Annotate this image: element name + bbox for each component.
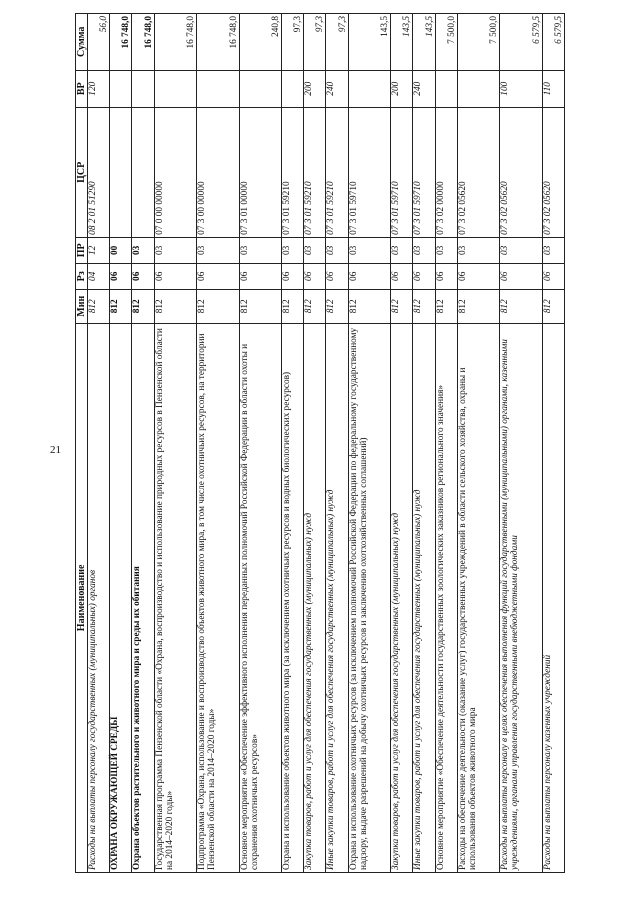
cell-csr: 07 3 02 05620 bbox=[542, 107, 564, 237]
cell-name: Иные закупки товаров, работ и услуг для обеспечения государственных (муниципальных) нужд bbox=[413, 323, 435, 872]
cell-vr bbox=[154, 70, 196, 107]
cell-rz: 06 bbox=[435, 263, 457, 289]
cell-name: Расходы на выплаты персоналу казенных учреждений bbox=[542, 323, 564, 872]
cell-min: 812 bbox=[326, 289, 348, 323]
table-header-row bbox=[76, 14, 88, 873]
cell-rz: 06 bbox=[239, 263, 281, 289]
cell-min: 812 bbox=[132, 289, 154, 323]
cell-rz: 06 bbox=[304, 263, 326, 289]
cell-csr: 08 2 01 51290 bbox=[88, 107, 110, 237]
cell-min: 812 bbox=[500, 289, 542, 323]
header-min: Мин bbox=[76, 289, 88, 323]
table-row bbox=[435, 14, 457, 873]
cell-vr: 100 bbox=[500, 70, 542, 107]
cell-vr: 240 bbox=[413, 70, 435, 107]
cell-min: 812 bbox=[88, 289, 110, 323]
table-body bbox=[88, 14, 565, 873]
cell-rz: 06 bbox=[542, 263, 564, 289]
table-row bbox=[88, 14, 110, 873]
cell-pr: 03 bbox=[239, 237, 281, 263]
cell-pr: 00 bbox=[110, 237, 132, 263]
table-row bbox=[457, 14, 499, 873]
cell-csr: 07 3 01 59710 bbox=[413, 107, 435, 237]
cell-sum: 6 579,5 bbox=[500, 14, 542, 71]
cell-vr bbox=[239, 70, 281, 107]
header-rz: Рз bbox=[76, 263, 88, 289]
cell-vr bbox=[281, 70, 303, 107]
cell-pr: 03 bbox=[348, 237, 390, 263]
cell-min: 812 bbox=[391, 289, 413, 323]
cell-name: Закупка товаров, работ и услуг для обеспечения государственных (муниципальных) нужд bbox=[304, 323, 326, 872]
cell-pr: 03 bbox=[435, 237, 457, 263]
cell-vr bbox=[110, 70, 132, 107]
table-row bbox=[132, 14, 154, 873]
cell-name: Охрана и использование объектов животного мира (за исключением охотничьих ресурсов и водных биологических ресурсов) bbox=[281, 323, 303, 872]
table-row bbox=[348, 14, 390, 873]
table-row bbox=[413, 14, 435, 873]
cell-vr: 200 bbox=[304, 70, 326, 107]
cell-vr: 200 bbox=[391, 70, 413, 107]
cell-sum: 16 748,0 bbox=[197, 14, 239, 71]
cell-sum: 6 579,5 bbox=[542, 14, 564, 71]
cell-name: Расходы на выплаты персоналу в целях обеспечения выполнения функций государственными (муниципальными) органами, казенными учреждениями, органами управления государственными внебюджетными фондами bbox=[500, 323, 542, 872]
table-row bbox=[542, 14, 564, 873]
cell-vr bbox=[348, 70, 390, 107]
cell-sum: 97,3 bbox=[304, 14, 326, 71]
table-row bbox=[326, 14, 348, 873]
cell-sum: 97,3 bbox=[326, 14, 348, 71]
cell-pr: 03 bbox=[154, 237, 196, 263]
header-vr: ВР bbox=[76, 70, 88, 107]
header-csr: ЦСР bbox=[76, 107, 88, 237]
cell-pr: 03 bbox=[391, 237, 413, 263]
table-row bbox=[304, 14, 326, 873]
cell-csr: 07 3 02 05620 bbox=[500, 107, 542, 237]
cell-name: Расходы на обеспечение деятельности (оказание услуг) государственных учреждений в области сельского хозяйства, охраны и использования объектов животного мира bbox=[457, 323, 499, 872]
cell-name: Охрана и использование охотничьих ресурсов (за исключением полномочий Российской Федерации по федеральному государственному надзору, выдаче разрешений на добычу охотничьих ресурсов и заключению охотхозяйственных соглашений) bbox=[348, 323, 390, 872]
header-sum: Сумма bbox=[76, 14, 88, 71]
cell-min: 812 bbox=[197, 289, 239, 323]
cell-rz: 06 bbox=[132, 263, 154, 289]
cell-rz: 06 bbox=[154, 263, 196, 289]
table-row bbox=[281, 14, 303, 873]
cell-sum: 16 748,0 bbox=[154, 14, 196, 71]
cell-csr: 07 3 01 59210 bbox=[304, 107, 326, 237]
cell-name: Основное мероприятие «Обеспечение деятельности государственных зоологических заказников регионального значения» bbox=[435, 323, 457, 872]
cell-name: ОХРАНА ОКРУЖАЮЩЕЙ СРЕДЫ bbox=[110, 323, 132, 872]
table-row bbox=[197, 14, 239, 873]
cell-min: 812 bbox=[154, 289, 196, 323]
cell-min: 812 bbox=[281, 289, 303, 323]
cell-name: Расходы на выплаты персоналу государственных (муниципальных) органов bbox=[88, 323, 110, 872]
cell-csr: 07 0 00 00000 bbox=[154, 107, 196, 237]
table-row bbox=[391, 14, 413, 873]
cell-sum: 16 748,0 bbox=[110, 14, 132, 71]
cell-csr: 07 3 01 00000 bbox=[239, 107, 281, 237]
header-name: Наименование bbox=[76, 323, 88, 872]
cell-vr bbox=[132, 70, 154, 107]
cell-vr: 120 bbox=[88, 70, 110, 107]
cell-min: 812 bbox=[542, 289, 564, 323]
cell-pr: 03 bbox=[457, 237, 499, 263]
cell-vr: 240 bbox=[326, 70, 348, 107]
cell-name: Подпрограмма «Охрана, использование и воспроизводство объектов животного мира, в том числе охотничьих ресурсов, на территории Пензенской области на 2014–2020 годы» bbox=[197, 323, 239, 872]
cell-csr: 07 3 01 59210 bbox=[326, 107, 348, 237]
cell-vr bbox=[457, 70, 499, 107]
cell-csr: 07 3 01 59710 bbox=[348, 107, 390, 237]
cell-sum: 240,8 bbox=[239, 14, 281, 71]
cell-min: 812 bbox=[435, 289, 457, 323]
cell-name: Основное мероприятие «Обеспечение эффективного исполнения переданных полномочий Российской Федерации в области охоты и сохранения охотничьих ресурсов» bbox=[239, 323, 281, 872]
cell-csr bbox=[110, 107, 132, 237]
cell-min: 812 bbox=[457, 289, 499, 323]
cell-sum: 56,0 bbox=[88, 14, 110, 71]
cell-name: Государственная программа Пензенской области «Охрана, воспроизводство и использование природных ресурсов в Пензенской области на 2014–2020 годы» bbox=[154, 323, 196, 872]
cell-sum: 97,3 bbox=[281, 14, 303, 71]
cell-csr: 07 3 00 00000 bbox=[197, 107, 239, 237]
cell-sum: 143,5 bbox=[348, 14, 390, 71]
cell-sum: 143,5 bbox=[391, 14, 413, 71]
cell-rz: 06 bbox=[413, 263, 435, 289]
cell-rz: 06 bbox=[281, 263, 303, 289]
table-row bbox=[154, 14, 196, 873]
cell-vr bbox=[197, 70, 239, 107]
cell-pr: 03 bbox=[542, 237, 564, 263]
cell-rz: 06 bbox=[326, 263, 348, 289]
cell-pr: 03 bbox=[132, 237, 154, 263]
cell-rz: 06 bbox=[110, 263, 132, 289]
rotated-page-content bbox=[75, 13, 565, 873]
cell-sum: 7 500,0 bbox=[435, 14, 457, 71]
cell-min: 812 bbox=[304, 289, 326, 323]
cell-min: 812 bbox=[110, 289, 132, 323]
cell-min: 812 bbox=[413, 289, 435, 323]
cell-rz: 06 bbox=[457, 263, 499, 289]
budget-table bbox=[75, 13, 565, 873]
cell-rz: 06 bbox=[391, 263, 413, 289]
cell-csr: 07 3 02 05620 bbox=[457, 107, 499, 237]
cell-pr: 03 bbox=[326, 237, 348, 263]
cell-csr: 07 3 01 59710 bbox=[391, 107, 413, 237]
cell-min: 812 bbox=[348, 289, 390, 323]
table-row bbox=[239, 14, 281, 873]
cell-sum: 16 748,0 bbox=[132, 14, 154, 71]
cell-sum: 7 500,0 bbox=[457, 14, 499, 71]
header-pr: ПР bbox=[76, 237, 88, 263]
cell-name: Иные закупки товаров, работ и услуг для обеспечения государственных (муниципальных) нужд bbox=[326, 323, 348, 872]
table-row bbox=[500, 14, 542, 873]
cell-name: Охрана объектов растительного и животного мира и среды их обитания bbox=[132, 323, 154, 872]
cell-pr: 03 bbox=[500, 237, 542, 263]
cell-min: 812 bbox=[239, 289, 281, 323]
cell-csr: 07 3 02 00000 bbox=[435, 107, 457, 237]
cell-pr: 03 bbox=[304, 237, 326, 263]
cell-pr: 12 bbox=[88, 237, 110, 263]
cell-sum: 143,5 bbox=[413, 14, 435, 71]
cell-name: Закупка товаров, работ и услуг для обеспечения государственных (муниципальных) нужд bbox=[391, 323, 413, 872]
cell-csr: 07 3 01 59210 bbox=[281, 107, 303, 237]
cell-pr: 03 bbox=[197, 237, 239, 263]
cell-pr: 03 bbox=[281, 237, 303, 263]
cell-pr: 03 bbox=[413, 237, 435, 263]
cell-rz: 06 bbox=[500, 263, 542, 289]
cell-rz: 06 bbox=[197, 263, 239, 289]
table-row bbox=[110, 14, 132, 873]
cell-vr: 110 bbox=[542, 70, 564, 107]
cell-vr bbox=[435, 70, 457, 107]
cell-csr bbox=[132, 107, 154, 237]
page-number: 21 bbox=[50, 444, 61, 456]
cell-rz: 06 bbox=[348, 263, 390, 289]
cell-rz: 04 bbox=[88, 263, 110, 289]
